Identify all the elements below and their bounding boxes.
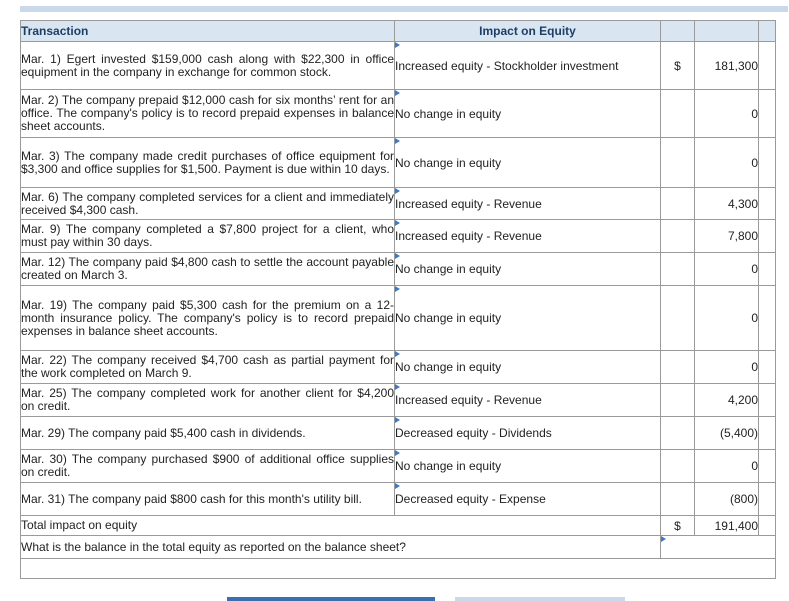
table-row [21, 286, 776, 351]
amount-input[interactable]: 7,800 [695, 220, 759, 253]
table-row [21, 90, 776, 138]
submit-button[interactable] [227, 597, 435, 601]
secondary-button[interactable] [455, 597, 625, 601]
empty-row [21, 559, 776, 579]
header-transaction: Transaction [21, 21, 395, 42]
impact-select[interactable]: Increased equity - Revenue [395, 384, 661, 417]
transaction-description: Mar. 30) The company purchased $900 of additional office supplies on credit. [21, 450, 395, 483]
impact-select[interactable]: No change in equity [395, 351, 661, 384]
transaction-description: Mar. 12) The company paid $4,800 cash to settle the account payable created on March 3. [21, 253, 395, 286]
transaction-description: Mar. 19) The company paid $5,300 cash for the premium on a 12-month insurance policy. The company's policy is to record prepaid expenses in balance sheet accounts. [21, 286, 395, 351]
amount-input[interactable]: 0 [695, 351, 759, 384]
amount-input[interactable]: (800) [695, 483, 759, 516]
amount-input[interactable]: 0 [695, 286, 759, 351]
amount-input[interactable]: 4,200 [695, 384, 759, 417]
dollar-sign [661, 188, 695, 220]
amount-input[interactable]: (5,400) [695, 417, 759, 450]
transaction-description: Mar. 2) The company prepaid $12,000 cash for six months’ rent for an office. The company's policy is to record prepaid expenses in balance sheet accounts. [21, 90, 395, 138]
impact-select[interactable]: No change in equity [395, 90, 661, 138]
dollar-sign [661, 483, 695, 516]
dollar-sign [661, 138, 695, 188]
amount-input[interactable]: 0 [695, 90, 759, 138]
total-dollar-sign: $ [661, 516, 695, 536]
table-row [21, 138, 776, 188]
dollar-sign [661, 220, 695, 253]
table-row [21, 450, 776, 483]
table-row [21, 253, 776, 286]
transaction-description: Mar. 29) The company paid $5,400 cash in dividends. [21, 417, 395, 450]
impact-select[interactable]: Increased equity - Revenue [395, 220, 661, 253]
header-impact: Impact on Equity [395, 21, 661, 42]
table-row [21, 351, 776, 384]
impact-select[interactable]: Decreased equity - Expense [395, 483, 661, 516]
table-row [21, 483, 776, 516]
impact-select[interactable]: No change in equity [395, 253, 661, 286]
transaction-description: Mar. 3) The company made credit purchases of office equipment for $3,300 and office supplies for $1,500. Payment is due within 10 days. [21, 138, 395, 188]
dollar-sign: $ [661, 42, 695, 90]
total-amount: 191,400 [695, 516, 759, 536]
transaction-description: Mar. 9) The company completed a $7,800 project for a client, who must pay within 30 days. [21, 220, 395, 253]
transaction-description: Mar. 22) The company received $4,700 cash as partial payment for the work completed on March 9. [21, 351, 395, 384]
top-progress-bar [20, 6, 788, 12]
dollar-sign [661, 417, 695, 450]
dollar-sign [661, 253, 695, 286]
total-row [21, 516, 776, 536]
transaction-description: Mar. 1) Egert invested $159,000 cash along with $22,300 in office equipment in the company in exchange for common stock. [21, 42, 395, 90]
amount-input[interactable]: 4,300 [695, 188, 759, 220]
impact-select[interactable]: No change in equity [395, 138, 661, 188]
total-label: Total impact on equity [21, 516, 661, 536]
transaction-description: Mar. 25) The company completed work for another client for $4,200 on credit. [21, 384, 395, 417]
amount-input[interactable]: 0 [695, 450, 759, 483]
impact-select[interactable]: Increased equity - Revenue [395, 188, 661, 220]
question-row [21, 536, 776, 559]
transaction-description: Mar. 31) The company paid $800 cash for this month's utility bill. [21, 483, 395, 516]
dollar-sign [661, 90, 695, 138]
question-label: What is the balance in the total equity as reported on the balance sheet? [21, 536, 661, 559]
dollar-sign [661, 351, 695, 384]
impact-select[interactable]: No change in equity [395, 450, 661, 483]
equity-impact-table [20, 20, 776, 579]
table-row [21, 188, 776, 220]
amount-input[interactable]: 0 [695, 138, 759, 188]
amount-input[interactable]: 0 [695, 253, 759, 286]
transaction-description: Mar. 6) The company completed services for a client and immediately received $4,300 cash. [21, 188, 395, 220]
answer-input[interactable] [661, 536, 776, 559]
impact-select[interactable]: Decreased equity - Dividends [395, 417, 661, 450]
table-row [21, 220, 776, 253]
table-row [21, 417, 776, 450]
table-row [21, 384, 776, 417]
dollar-sign [661, 384, 695, 417]
table-row [21, 42, 776, 90]
impact-select[interactable]: No change in equity [395, 286, 661, 351]
dollar-sign [661, 286, 695, 351]
impact-select[interactable]: Increased equity - Stockholder investment [395, 42, 661, 90]
dollar-sign [661, 450, 695, 483]
amount-input[interactable]: 181,300 [695, 42, 759, 90]
